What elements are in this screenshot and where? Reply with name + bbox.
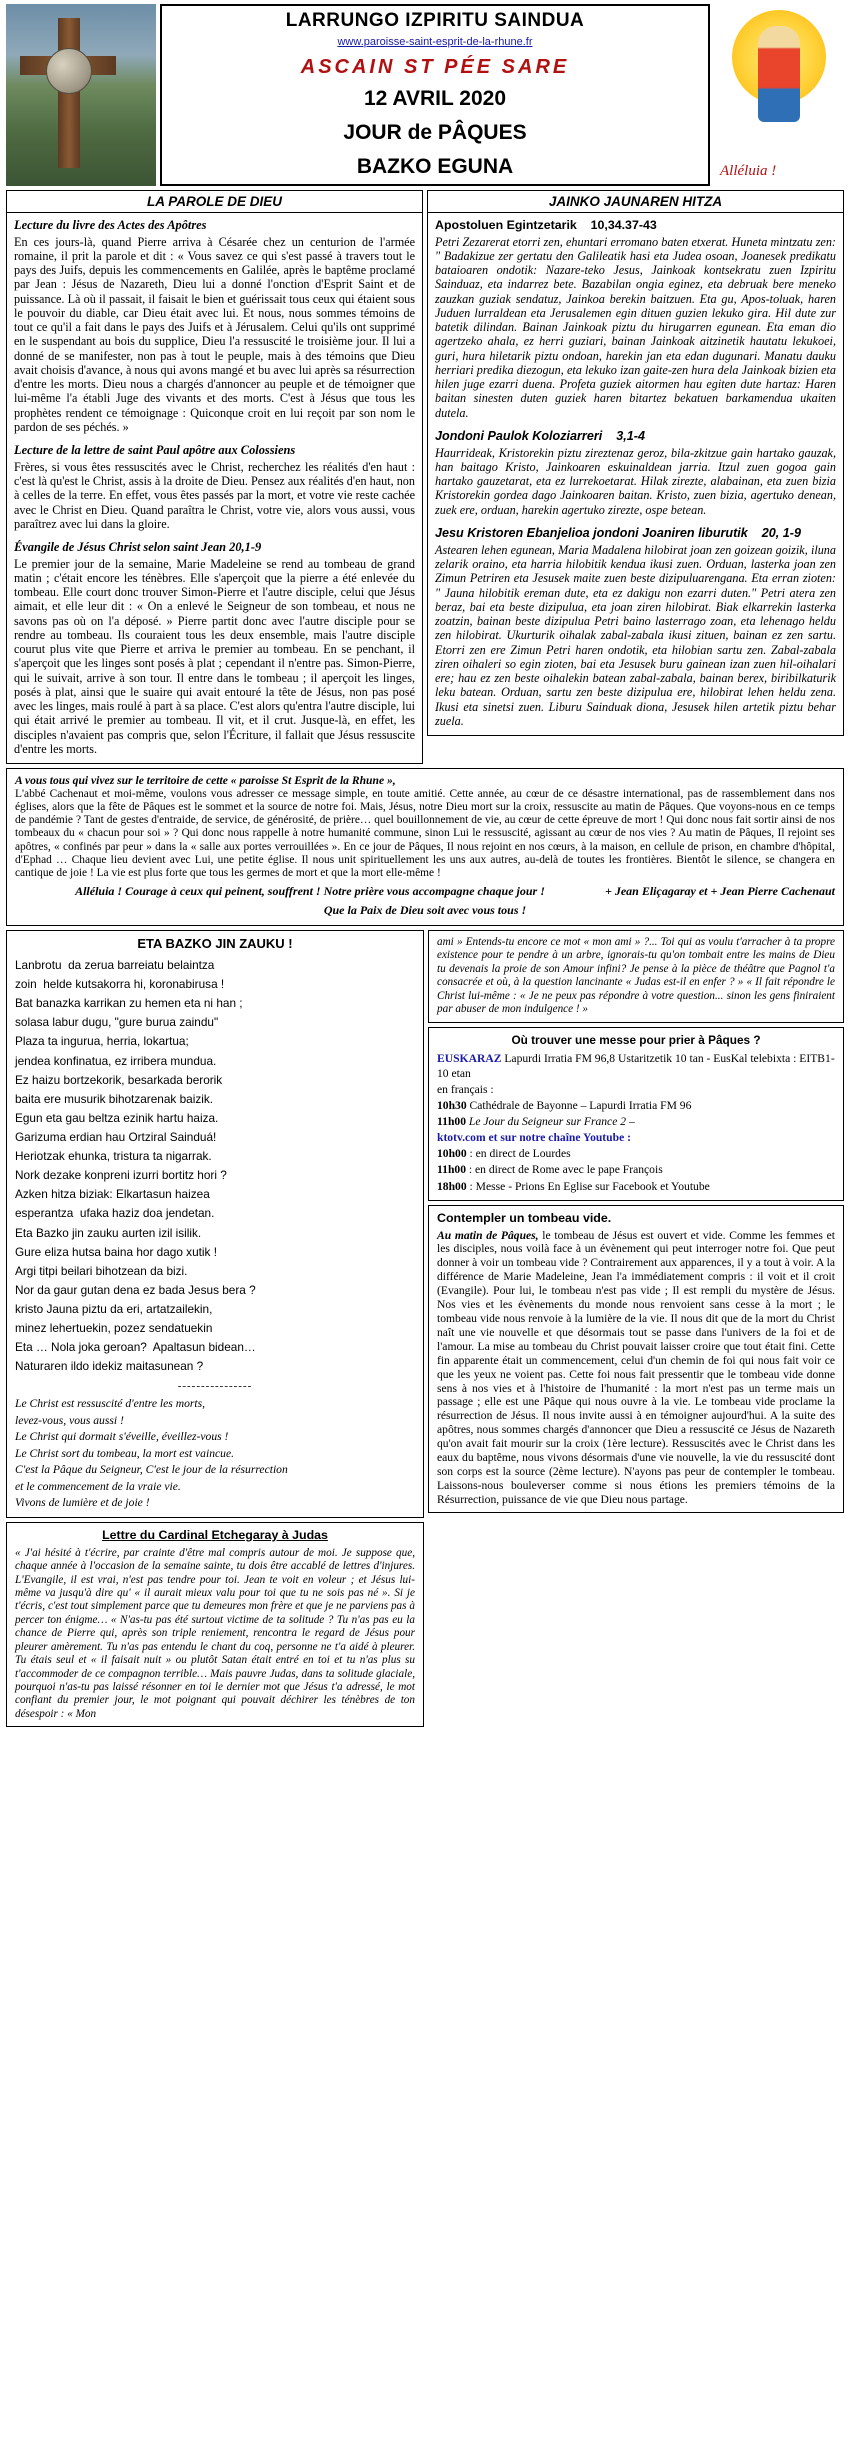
verse-line: Le Christ sort du tombeau, la mort est vaincue. xyxy=(15,1446,234,1460)
letter-signature-line-1 xyxy=(15,885,835,899)
easter-illustration xyxy=(714,4,844,186)
cross-photo xyxy=(6,4,156,186)
song-line: Lanbrotu da zerua barreiatu belaintza xyxy=(15,958,215,973)
verse-line: et le commencement de la vraie vie. xyxy=(15,1479,181,1493)
header-title-block xyxy=(160,4,710,186)
parish-title: LARRUNGO IZPIRITU SAINDUA xyxy=(285,10,585,31)
page-header xyxy=(6,4,844,186)
parish-website-link[interactable]: www.paroisse-saint-esprit-de-la-rhune.fr xyxy=(337,36,533,48)
reading-title-acts-eu xyxy=(435,218,836,233)
broadcast-time: 10h30 xyxy=(437,1099,467,1113)
reading-label-acts-eu: Apostoluen Egintzetarik xyxy=(435,218,577,232)
reading-text-acts-eu: Petri Zezarerat etorri zen, ehuntari erromano baten etxerat. Huneta mintzatu zen: " Badakizue zer gertatu den Galileatik hasi eta Judea osoan, Joanesek predikatu bataioaren ondotik: Nazare-teko Jesus, Jainkoak kontsekratu zuen Izpiritu Sainduaz, eta indarrez bete. Bazabilan ongia eginez, eta debruak bere meneko zauzkan guziak sendatuz, Jainkoa berekin baitzuen. Eta gu, Apos-toluak, haren Juduen lurraldean eta Jerusalemen egin dituen guzien lekuko gira. Hil dute zur batetik dilindan. Bainan Jainkoak piztu du hirugarren egunean. Eta eman dio agertzeko ahala, ez herri guziari, bainan Jainkoak aitzinetik hautatu lekukoei, guri, hura hiletarik piztu ondoan, harekin jan eta edan dugunari. Manatu dauku herriari predika diezogun, eta lekuko izan gaite-zen hura dela Jainkoak bizien eta hilen juge ezarri duena. Profeta guziek aitormen hau egiten dute hartaz: Haren baitan sinesten duten guziek haren bitartez bekatuen barkamendua ukaiten dutela. xyxy=(435,234,836,420)
basque-song-title: ETA BAZKO JIN ZAUKU ! xyxy=(137,936,293,952)
song-line: minez lehertuekin, pozez sendatuekin xyxy=(15,1321,213,1336)
broadcast-time: 18h00 xyxy=(437,1179,467,1193)
song-line: Garizuma erdian hau Ortziral Sainduá! xyxy=(15,1130,217,1145)
song-line: jendea konfinatua, ez irribera mundua. xyxy=(15,1053,217,1068)
song-line: Naturaren ildo idekiz maitasunean ? xyxy=(15,1359,204,1374)
song-line: Egun eta gau beltza ezinik hartu haiza. xyxy=(15,1110,219,1125)
letter-blessing-1: Alléluia ! Courage à ceux qui peinent, souffrent ! Notre prière vous accompagne chaque jour ! xyxy=(75,884,545,899)
reading-title-colossians-fr: Lecture de la lettre de saint Paul apôtre aux Colossiens xyxy=(14,443,296,458)
empty-tomb-text xyxy=(437,1229,835,1507)
letter-salutation: A vous tous qui vivez sur le territoire de cette « paroisse St Esprit de la Rhune », xyxy=(15,774,396,788)
towns-line: ASCAIN ST PÉE SARE xyxy=(300,56,570,78)
broadcast-basque-detail: Lapurdi Irratia FM 96,8 Ustaritzetik 10 tan - EusKal telebixta : EITB1- 10 etan xyxy=(437,1052,835,1081)
song-line: Azken hitza biziak: Elkartasun haizea xyxy=(15,1187,210,1202)
mass-broadcast-title: Où trouver une messe pour prier à Pâques ? xyxy=(511,1032,761,1047)
cardinal-letter-text: « J'ai hésité à t'écrire, par crainte d'être mal compris autour de moi. Je suppose que, chaque année à l'occasion de la semaine sainte, tu dois être accablé de lettres d'injures. L'Evangile, il est vrai, n'est pas tendre pour toi. Jean te voit en voleur ; et Jésus lui-même va jusqu'à dire qu' « il aurait mieux valu pour toi que tu ne sois pas né ». Si je t'écris, c'est tout simplement parce que tu demeures mon frère et que je ne parviens pas à percer ton énigme… « N'as-tu pas été surtout victime de ta solitude ? Tu n'as pas eu la chance de Pierre qui, après son triple reniement, rencontra le regard de Jésus pour pleurer amèrement. Tu n'as pas entendu le chant du coq, personne ne t'a aidé à pleurer. Tu étais seul et « il faisait nuit » ou plutôt Satan était entré en toi et tu n'as plus su t'accommoder de ce compagnon terrible… Mais pauvre Judas, dans ta solitude glaciale, pourquoi n'as-tu pas laissé résonner en toi le dernier mot que Jésus t'a adressé, le mot confiant du premier jour, le mot poignant qui pouvait déchirer les ténèbres de ton désespoir : « Mon xyxy=(15,1546,415,1720)
letter-blessing-2: Que la Paix de Dieu soit avec vous tous ! xyxy=(323,903,527,918)
broadcast-item[interactable] xyxy=(437,1130,835,1145)
broadcast-item xyxy=(437,1114,835,1129)
song-line: zoin helde kutsakorra hi, koronabirusa ! xyxy=(15,977,225,992)
reading-text-colossians-eu: Haurrideak, Kristorekin piztu zireztenaz geroz, bila-zkitzue gain hartako gauzak, han baitago Kristo, Jainkoaren eskuinaldean jarria. Itzul zuen gogoa gain hartako gauzetarat, eta ez lurrekoetarat. Hilak zirezte, alabainan, eta zuen bizia Kristorekin gordea dago Jainkoaren baitan. Kristo, zuen bizia, agertuko denean, zuek ere, orduan, harekin agertuko zirezte, ospe betean. xyxy=(435,445,836,517)
reading-text-colossians-fr: Frères, si vous êtes ressuscités avec le Christ, recherchez les réalités d'en haut : c'est là qu'est le Christ, assis à la droite de Dieu. Pensez aux réalités d'en haut, non à celles de la terre. En effet, vous êtes passés par la mort, et votre vie reste cachée avec le Christ en Dieu. Quand paraîtra le Christ, votre vie, alors vous aussi, vous paraîtrez avec lui dans la gloire. xyxy=(14,459,415,531)
pastoral-letter xyxy=(6,768,844,926)
song-line: Nor da gaur gutan dena ez bada Jesus bera ? xyxy=(15,1282,256,1297)
mass-broadcast-box xyxy=(428,1027,844,1201)
song-line: Plaza ta ingurua, herria, lokartua; xyxy=(15,1034,189,1049)
reading-ref-gospel-eu: 20, 1-9 xyxy=(761,526,802,541)
song-divider: ---------------- xyxy=(177,1380,253,1393)
empty-tomb-lead: Au matin de Pâques, xyxy=(437,1228,539,1242)
song-line: kristo Jauna piztu da eri, artatzailekin, xyxy=(15,1302,213,1317)
verse-line: C'est la Pâque du Seigneur, C'est le jour de la résurrection xyxy=(15,1463,288,1477)
empty-tomb-title: Contempler un tombeau vide. xyxy=(437,1210,612,1225)
reading-text-gospel-fr: Le premier jour de la semaine, Marie Madeleine se rend au tombeau de grand matin ; c'était encore les ténèbres. Elle s'aperçoit que la pierre a été enlevée du tombeau. Elle court donc trouver Simon-Pierre et l'autre disciple, celui que Jésus aimait, et elle leur dit : « On a enlevé le Seigneur de son tombeau, et nous ne savons pas où on l'a déposé. » Pierre partit donc avec l'autre disciple pour se rendre au tombeau. Ils couraient tous les deux ensemble, mais l'autre disciple courut plus vite que Pierre et arriva le premier au tombeau. En se penchant, il s'aperçoit que les linges sont posés à plat ; cependant il n'entre pas. Simon-Pierre, qui le suivait, arrive à son tour. Il entre dans le tombeau ; il aperçoit les linges, posés à plat, ainsi que le suaire qui avait entouré la tête de Jésus, non pas posé avec les linges, mais roulé à part à sa place. C'est alors qu'entra l'autre disciple, lui qui était arrivé le premier au tombeau. Il vit, et il crut. Jusque-là, en effet, les disciples n'avaient pas compris que, selon l'Écriture, il fallait que Jésus ressuscite d'entre les morts. xyxy=(14,556,415,756)
word-of-god-section xyxy=(6,190,844,764)
section-heading-eu: JAINKO JAUNAREN HITZA xyxy=(427,190,844,213)
letter-signers: + Jean Eliçagaray et + Jean Pierre Cachenaut xyxy=(605,884,835,899)
verse-line: Le Christ est ressuscité d'entre les morts, xyxy=(15,1397,206,1411)
readings-fr xyxy=(6,213,423,764)
song-line: esperantza ufaka haziz doa jendetan. xyxy=(15,1206,215,1221)
reading-text-gospel-eu: Astearen lehen egunean, Maria Madalena hilobirat joan zen goizean goizik, iluna zelarik oraino, eta harria hilobitik kendua ikusi zuen. Orduan, lasterka joan zen Zimun Petriren eta Jesusek maite zuen beste dizipuluarengana. Eta erran zioten: " Jauna hilobitik ereman dute, eta ez dakigu non ezarri duten." Petri atera zen beraz, bai eta beste dizipulua, eta joan ziren hilobirat. Biak elkarrekin lasterka zoatzin, bainan beste dizipulua Petri baino lasterrago zoan, eta lehenago heldu zen hilobirat. Ukurturik oihalak zabal-zabala ikusi zituen, bainan ez zen sartu. Etorri zen ere Zimun Petri haren ondotik, eta hilobian sartu zen. Zabal-zabala ziren oihaleri so egin zioten, bai eta Jesusek buru gainean izan zuen hil-oihalari ere; hau ez zen beste oihalekin batean zabal-zabala, bainan berex, biribilkaturik leku batean. Orduan, sartu zen beste dizipulua ere, hilobirat lehen heldu zena. Ikusi eta sinetsi zuen. Liburu Sainduak diona, Jesusek hilen artetik piztu behar zuela. xyxy=(435,542,836,728)
basque-song-box xyxy=(6,930,424,1518)
readings-eu xyxy=(427,213,844,736)
song-line: Heriotzak ehunka, tristura ta nigarrak. xyxy=(15,1149,212,1164)
letter-signature-line-2 xyxy=(15,904,835,918)
word-column-french xyxy=(6,190,423,764)
broadcast-time: 10h00 xyxy=(437,1147,467,1161)
alleluia-caption: Alléluia ! xyxy=(720,163,777,179)
lower-right-column xyxy=(428,930,844,1513)
french-easter-verse xyxy=(15,1396,415,1511)
reading-title-colossians-eu xyxy=(435,429,836,444)
song-line: Ez haizu bortzekorik, besarkada berorik xyxy=(15,1072,223,1087)
cardinal-letter-title: Lettre du Cardinal Etchegaray à Judas xyxy=(102,1527,328,1542)
broadcast-item xyxy=(437,1146,835,1161)
broadcast-time: 11h00 xyxy=(437,1163,466,1177)
section-heading-fr: LA PAROLE DE DIEU xyxy=(6,190,423,213)
risen-christ-figure-icon xyxy=(758,26,800,122)
broadcast-detail: : en direct de Lourdes xyxy=(469,1147,571,1161)
lower-left-column xyxy=(6,930,424,1727)
reading-ref-colossians-eu: 3,1-4 xyxy=(616,428,645,443)
broadcast-channel-link[interactable]: ktotv.com et sur notre chaîne Youtube : xyxy=(437,1131,631,1145)
broadcast-detail: : Messe - Prions En Eglise sur Facebook et Youtube xyxy=(469,1179,710,1193)
broadcast-basque-label: EUSKARAZ xyxy=(437,1052,502,1065)
broadcast-detail: Cathédrale de Bayonne – Lapurdi Irratia FM 96 xyxy=(469,1099,692,1113)
broadcast-item xyxy=(437,1098,835,1113)
song-line: baita ere musurik bihotzarenak baizik. xyxy=(15,1091,214,1106)
verse-line: Vivons de lumière et de joie ! xyxy=(15,1496,150,1510)
letter-body: L'abbé Cachenaut et moi-même, voulons vous adresser ce message simple, en toute amitié. Cette année, au cœur de ce désastre international, pas de rassemblement dans nos églises, alors que la fête de Pâques est le sommet et la source de notre foi. Mais, Jésus, notre Dieu mort sur la croix, ressuscite au matin de Pâques. Que voyons-nous en ce temps de pandémie ? Tant de gestes d'entraide, de service, de générosité, de prière… quel bouillonnement de vie, au cœur de cette épreuve de mort ! Qui donc nous fait sortir ainsi de nos tombeaux du « chacun pour soi » ? Qui donc nous rappelle à notre humanité commune, sinon Lui le ressuscité, agissant au cœur de nos vies ? Au matin de Pâques, Il rejoint ses apôtres, « confinés par peur » dans la « salle aux portes verrouillées ». En ce jour de Pâques, Il nous rejoint en nos cœurs, à la maison, en cellule de prison, en chambre d'hôpital, d'Ephad … Chaque lieu devient avec Lui, une petite église. Il nous unit spirituellement les uns aux autres, au-delà de toutes les frontières. Bientôt le silence, se changera en cantique de joie ! La vie est plus forte que tous les germes de mort et que la mort elle-même ! xyxy=(15,787,835,880)
cardinal-letter-continued-text: ami » Entends-tu encore ce mot « mon ami » ?... Toi qui as voulu t'arracher à ta propre existence pour te pendre à un arbre, ignorais-tu qu'on tombait entre les mains de Dieu tu devenais la proie de son Amour infini? Je pense à la pièce de théâtre que Pagnol t'a consacrée et où, à la question lancinante « Judas est-il en enfer ? » « Il fait répondre le Christ lui-même : « Je ne peux pas répondre à votre question... sinon les gens finiraient par abuser de mon indulgence ! » xyxy=(437,936,835,1016)
reading-label-colossians-eu: Jondoni Paulok Koloziarreri xyxy=(435,428,603,443)
cardinal-letter-box xyxy=(6,1522,424,1728)
song-line: Eta Bazko jin zauku aurten izil isilik. xyxy=(15,1225,202,1240)
reading-title-gospel-fr: Évangile de Jésus Christ selon saint Jean 20,1-9 xyxy=(14,540,262,555)
reading-title-gospel-eu xyxy=(435,526,836,541)
song-line: Gure eliza hutsa baina hor dago xutik ! xyxy=(15,1244,217,1259)
cross-disc-icon xyxy=(46,48,92,94)
broadcast-detail: : en direct de Rome avec le pape François xyxy=(468,1163,663,1177)
broadcast-item xyxy=(437,1179,835,1194)
reading-text-acts-fr: En ces jours-là, quand Pierre arriva à Césarée chez un centurion de l'armée romaine, il prit la parole et dit : « Vous savez ce qui s'est passé à travers tout le pays des Juifs, depuis les commencements en Galilée, après le baptême proclamé par Jean : Jésus de Nazareth, Dieu lui a donné l'onction d'Esprit Saint et de puissance. Là où il passait, il faisait le bien et guérissait tous ceux qui étaient sous le pouvoir du diable, car Dieu était avec lui. Et nous, nous sommes témoins de tout ce qu'il a fait dans le pays des Juifs et à Jérusalem. Celui qu'ils ont supprimé en le suspendant au bois du supplice, Dieu l'a ressuscité le troisième jour. Il lui a donné de se manifester, non pas à tout le peuple, mais à des témoins que Dieu avait choisis d'avance, à nous qui avons mangé et bu avec lui après sa résurrection d'entre les morts. Dieu nous a chargés d'annoncer au peuple et de témoigner que lui-même l'a établi Juge des vivants et des morts. C'est à Jésus que tous les prophètes rendent ce témoignage : Quiconque croit en lui reçoit par son nom le pardon de ses péchés. » xyxy=(14,234,415,434)
song-line: solasa labur dugu, "gure burua zaindu" xyxy=(15,1015,219,1030)
reading-label-gospel-eu: Jesu Kristoren Ebanjelioa jondoni Joaniren liburutik xyxy=(435,526,748,541)
word-column-basque xyxy=(427,190,844,764)
broadcast-french-label: en français : xyxy=(437,1083,494,1097)
empty-tomb-box xyxy=(428,1205,844,1513)
lower-section xyxy=(6,930,844,1727)
reading-ref-acts-eu: 10,34.37-43 xyxy=(590,218,657,232)
issue-date: 12 AVRIL 2020 xyxy=(363,87,507,110)
song-line: Bat banazka karrikan zu hemen eta ni han ; xyxy=(15,996,243,1011)
empty-tomb-body: le tombeau de Jésus est ouvert et vide. Comme les femmes et les disciples, nous voilà face à un évènement qui peut interroger notre foi. Que peut donner à voir un tombeau vide ? Contrairement aux apparences, il y a tout à voir. A la différence de Marie Madeleine, Jean l'a immédiatement compris : il voit et il croit (Evangile). Pour lui, le tombeau n'est pas vide ; Il est rempli du mystère de Jésus. Nos vies et les évènements du monde nous renvoient sans cesse à la mort ; le tombeau vide nous renvoie à la lumière de la vie. Il nous dit que de la mort du Christ naît une vie nouvelle et que désormais tout se passe dans l'univers de la foi et de l'amour. La mise au tombeau du Christ pouvait laisser croire que tout était fini. Cette fin apparente était un commencement, celui d'un chemin de foi qui nous fait voir ce que les yeux ne voient pas. Cette foi nous fait pressentir que le tombeau vide donne sens à nos vies et à l'histoire de l'humanité : la mort n'est pas un terme mais un passage ; elle est une Pâque qui nous ouvre à la vie. Le tombeau vide proclame la résurrection de Jésus. Il nous invite aussi à en témoigner aujourd'hui. A la suite des apôtres, nous sommes chargés d'annoncer que Dieu a ressuscité ce Jésus de Nazareth qu'on avait fait mourir sur la croix (1ère lecture). Ressuscités avec le Christ dans les eaux du baptême, nous vivons désormais d'une vie nouvelle, la vie du ressuscité dont son corps est la source (2ème lecture). N'ayons pas peur de contempler le tombeau. Laissons-nous bouleverser comme si nous étions les premiers témoins de la Résurrection, puissance de vie que Dieu nous partage. xyxy=(437,1228,835,1506)
broadcast-basque-line xyxy=(437,1051,835,1081)
broadcast-time: 11h00 xyxy=(437,1115,466,1129)
song-line: Eta … Nola joka geroan? Apaltasun bidean… xyxy=(15,1340,256,1355)
broadcast-detail: Le Jour du Seigneur sur France 2 – xyxy=(468,1115,635,1129)
feast-title-fr: JOUR de PÂQUES xyxy=(343,121,527,144)
basque-song-lines xyxy=(15,956,415,1376)
verse-line: levez-vous, vous aussi ! xyxy=(15,1413,124,1427)
feast-title-eu: BAZKO EGUNA xyxy=(356,155,514,178)
cardinal-letter-continued-box xyxy=(428,930,844,1023)
reading-title-acts-fr: Lecture du livre des Actes des Apôtres xyxy=(14,218,207,232)
song-line: Nork dezake konpreni izurri bortitz hori ? xyxy=(15,1168,227,1183)
broadcast-item xyxy=(437,1162,835,1177)
song-line: Argi titpi beilari bihotzean da bizi. xyxy=(15,1263,188,1278)
verse-line: Le Christ qui dormait s'éveille, éveillez-vous ! xyxy=(15,1430,229,1444)
